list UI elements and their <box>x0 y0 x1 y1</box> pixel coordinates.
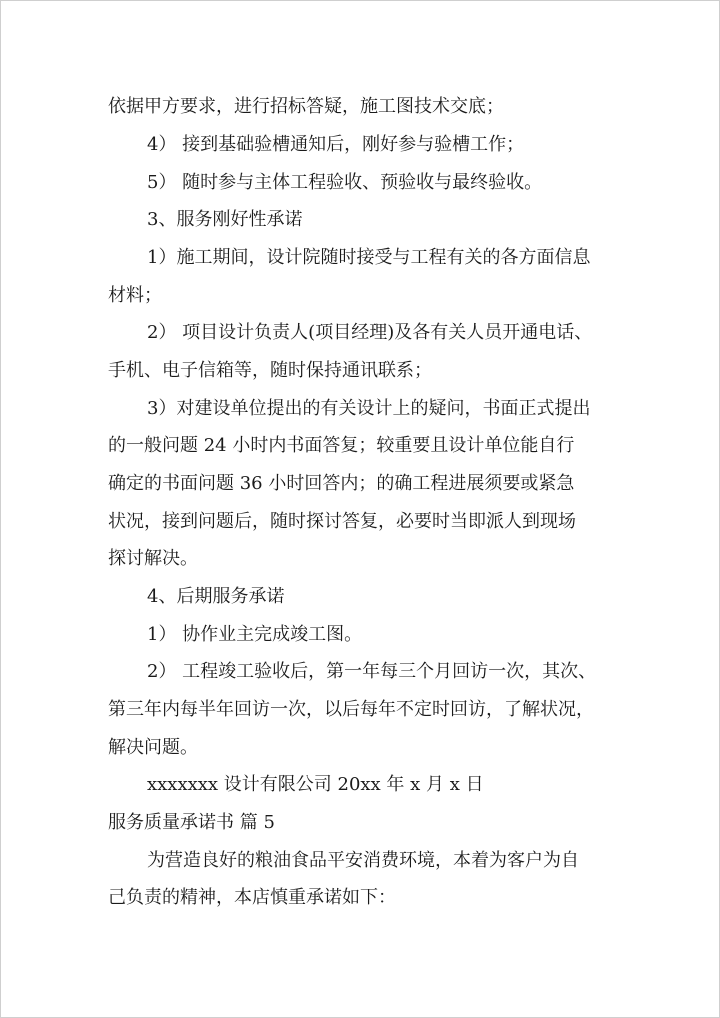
text-line: 状况，接到问题后，随时探讨答复，必要时当即派人到现场 <box>108 511 576 532</box>
list-item: 5） 随时参与主体工程验收、预验收与最终验收。 <box>147 172 543 193</box>
section-heading: 4、后期服务承诺 <box>147 586 285 607</box>
list-item: 2） 工程竣工验收后，第一年每三个月回访一次，其次、 <box>147 661 597 682</box>
text-line: 材料； <box>108 285 162 306</box>
text-line: 手机、电子信箱等，随时保持通讯联系； <box>108 360 432 381</box>
document-title: 服务质量承诺书 篇 5 <box>108 812 275 833</box>
list-item: 1）施工期间，设计院随时接受与工程有关的各方面信息 <box>147 247 591 268</box>
paragraph-line: 为营造良好的粮油食品平安消费环境，本着为客户为自 <box>147 850 579 871</box>
text-line: 探讨解决。 <box>108 548 198 569</box>
signature-line: xxxxxxx 设计有限公司 20xx 年 x 月 x 日 <box>147 774 484 795</box>
list-item: 2） 项目设计负责人(项目经理)及各有关人员开通电话、 <box>147 322 593 343</box>
text-line: 依据甲方要求，进行招标答疑，施工图技术交底； <box>108 96 504 117</box>
section-heading: 3、服务刚好性承诺 <box>147 209 303 230</box>
text-line: 第三年内每半年回访一次，以后每年不定时回访，了解状况， <box>108 699 594 720</box>
text-line: 己负责的精神，本店慎重承诺如下： <box>108 887 396 908</box>
list-item: 1） 协作业主完成竣工图。 <box>147 624 363 645</box>
list-item: 4） 接到基础验槽通知后，刚好参与验槽工作； <box>147 134 525 155</box>
text-line: 的一般问题 24 小时内书面答复；较重要且设计单位能自行 <box>108 435 575 456</box>
text-line: 确定的书面问题 36 小时回答内；的确工程进展须要或紧急 <box>108 473 575 494</box>
list-item: 3）对建设单位提出的有关设计上的疑问，书面正式提出 <box>147 398 591 419</box>
text-line: 解决问题。 <box>108 737 198 758</box>
